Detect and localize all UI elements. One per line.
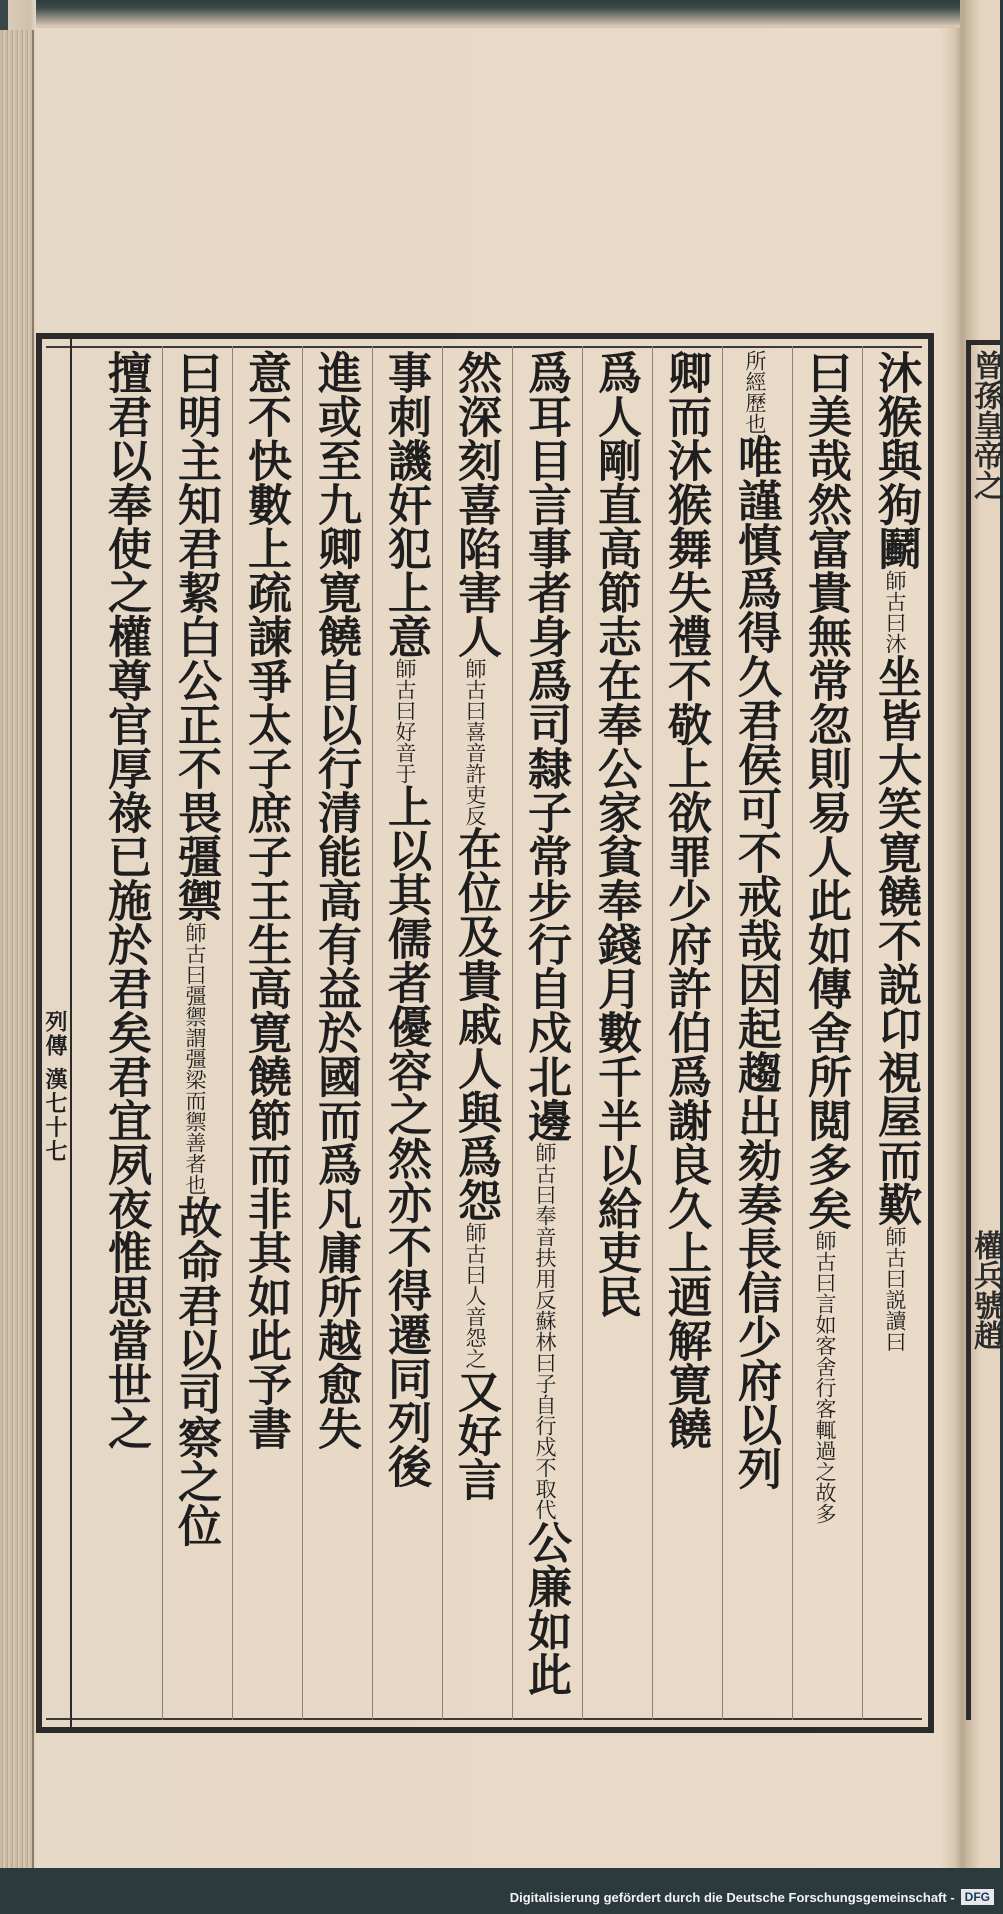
column-rule: [372, 346, 373, 1720]
commentary: 師古曰彊禦謂彊梁而禦善者也: [183, 922, 207, 1195]
main-text: 進或至九卿寛饒自以行清能高有益於國而爲凡庸所越愈失: [310, 350, 361, 1450]
credit-text: Digitalisierung gefördert durch die Deutsche Forschungsgemeinschaft -: [509, 1889, 955, 1905]
main-text: 唯謹慎爲得久君侯可不戒哉因起趨出劾奏長信少府以列: [730, 434, 781, 1490]
text-column-11: [166, 350, 224, 1710]
text-column-9: [306, 350, 364, 1710]
column-rule: [302, 346, 303, 1720]
main-text: 公廉如此: [520, 1520, 571, 1696]
dfg-logo: DFG: [961, 1889, 994, 1905]
main-text: 在位及貴戚人與爲怨: [450, 826, 501, 1222]
column-rule: [862, 346, 863, 1720]
page-edges: [0, 30, 34, 1870]
digitization-credit: [510, 1886, 994, 1908]
text-column-2: [796, 350, 854, 1710]
text-column-1: [866, 350, 924, 1710]
commentary: 師古曰喜音許吏反: [463, 658, 487, 826]
commentary: 所經歷也: [743, 350, 767, 434]
commentary: 師古曰言如客舍行客輒過之故多: [813, 1230, 837, 1524]
text-column-12: [96, 350, 154, 1710]
main-text: 上以其儒者優容之然亦不得遷同列後: [380, 784, 431, 1488]
main-text: 曰明主知君絜白公正不畏彊禦: [170, 350, 221, 922]
column-rule: [512, 346, 513, 1720]
main-text: 意不快數上疏諫爭太子庶子王生高寛饒節而非其如此予書: [240, 350, 291, 1450]
text-column-10: [236, 350, 294, 1710]
commentary: 師古曰説讀曰: [883, 1226, 907, 1352]
right-page-text: 曾孫皇帝之: [968, 350, 1003, 500]
column-rule: [652, 346, 653, 1720]
main-text: 爲耳目言事者身爲司隸子常步行自戍北邊: [520, 350, 571, 1142]
main-text: 沐猴與狗鬬: [870, 350, 921, 570]
main-text: 然深刻喜陷害人: [450, 350, 501, 658]
main-text: 卿而沐猴舞失禮不敬上欲罪少府許伯爲謝良久上迺解寛饒: [660, 350, 711, 1450]
main-text: 爲人剛直高節志在奉公家貧奉錢月數千半以給吏民: [590, 350, 641, 1318]
commentary: 師古曰人音怨之: [463, 1222, 487, 1369]
commentary: 師古曰沐: [883, 570, 907, 654]
text-column-4: [656, 350, 714, 1710]
main-text: 擅君以奉使之權尊官厚祿已施於君矣君宜夙夜惟思當世之: [100, 350, 151, 1450]
text-column-5: [586, 350, 644, 1710]
top-shadow-band: [36, 0, 960, 28]
text-column-6: [516, 350, 574, 1710]
main-text: 曰美哉然富貴無常忽則易人此如傳舍所閲多矣: [800, 350, 851, 1230]
text-column-3: [726, 350, 784, 1710]
main-text: 坐皆大笑寛饒不説卬視屋而歎: [870, 654, 921, 1226]
commentary: 師古曰好音于: [393, 658, 417, 784]
column-rule: [792, 346, 793, 1720]
main-text: 又好言: [450, 1369, 501, 1501]
column-rule: [722, 346, 723, 1720]
text-column-7: [446, 350, 504, 1710]
main-text: 故命君以司察之位: [170, 1195, 221, 1547]
column-rule: [232, 346, 233, 1720]
column-rule: [582, 346, 583, 1720]
commentary: 師古曰奉音扶用反蘇林曰子自行戍不取代: [533, 1142, 557, 1520]
fold-label: 列傳 漢七十七: [42, 1010, 68, 1164]
text-column-8: [376, 350, 434, 1710]
column-rule: [442, 346, 443, 1720]
column-rule: [162, 346, 163, 1720]
right-page-text: 權兵號趙: [968, 1230, 1003, 1350]
main-text: 事刺譏奸犯上意: [380, 350, 431, 658]
